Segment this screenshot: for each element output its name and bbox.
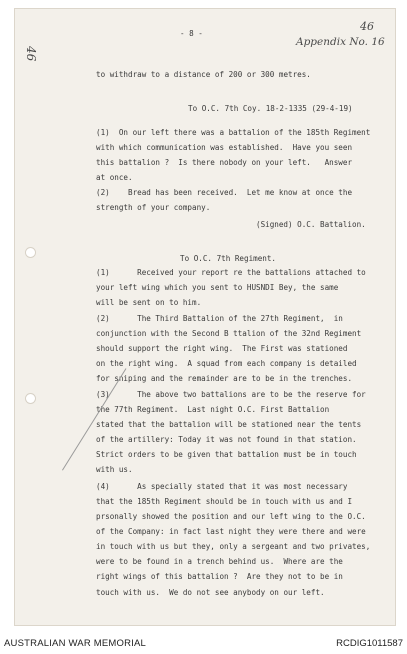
text-line: (4) As specially stated that it was most necessary bbox=[96, 482, 348, 491]
text-line: for sniping and the remainder are to be in the trenches. bbox=[96, 374, 353, 383]
text-line: your left wing which you sent to HUSNDI Bey, the same bbox=[96, 283, 339, 292]
memo-heading: To O.C. 7th Coy. 18-2-1335 (29-4-19) bbox=[188, 104, 353, 113]
signature-line: (Signed) O.C. Battalion. bbox=[256, 220, 366, 229]
text-line: of the Company: in fact last night they were there and were bbox=[96, 527, 366, 536]
text-line: (2) The Third Battalion of the 27th Regiment, in bbox=[96, 314, 343, 323]
text-line: (3) The above two battalions are to be the reserve for bbox=[96, 390, 366, 399]
text-line: touch with us. We do not see anybody on our left. bbox=[96, 588, 325, 597]
text-line: strength of your company. bbox=[96, 203, 211, 212]
text-line: with which communication was established. Have you seen bbox=[96, 143, 353, 152]
text-line: (1) On our left there was a battalion of the 185th Regiment bbox=[96, 128, 371, 137]
appendix-label: Appendix No. 16 bbox=[296, 36, 385, 48]
text-line: (1) Received your report re the battalions attached to bbox=[96, 268, 366, 277]
text-line: that the 185th Regiment should be in touch with us and I bbox=[96, 497, 353, 506]
archive-footer bbox=[0, 636, 407, 654]
text-line: the 77th Regiment. Last night O.C. First Battalion bbox=[96, 405, 330, 414]
text-line: (2) Bread has been received. Let me know at once the bbox=[96, 188, 353, 197]
margin-number: 46 bbox=[24, 46, 38, 62]
text-line: prsonally showed the position and our left wing to the O.C. bbox=[96, 512, 366, 521]
text-line: with us. bbox=[96, 465, 133, 474]
memo-heading: To O.C. 7th Regiment. bbox=[180, 254, 277, 263]
text-line: stated that the battalion will be stationed near the tents bbox=[96, 420, 362, 429]
text-line: conjunction with the Second B ttalion of the 32nd Regiment bbox=[96, 329, 362, 338]
text-line: should support the right wing. The First was stationed bbox=[96, 344, 348, 353]
record-id: RCDIG1011587 bbox=[336, 638, 403, 649]
text-line: were to be found in a trench behind us. Where are the bbox=[96, 557, 343, 566]
text-line: in touch with us but they, only a sergeant and two privates, bbox=[96, 542, 371, 551]
institution-name: AUSTRALIAN WAR MEMORIAL bbox=[4, 638, 147, 649]
text-line: at once. bbox=[96, 173, 133, 182]
text-line: will be sent on to him. bbox=[96, 298, 202, 307]
page-number: - 8 - bbox=[180, 29, 203, 38]
text-line: this battalion ? Is there nobody on your left. Answer bbox=[96, 158, 353, 167]
text-line: of the artillery: Today it was not found in that station. bbox=[96, 435, 357, 444]
text-line: right wings of this battalion ? Are they not to be in bbox=[96, 572, 343, 581]
text-line: to withdraw to a distance of 200 or 300 metres. bbox=[96, 70, 311, 79]
corner-number: 46 bbox=[360, 20, 374, 33]
text-line: on the right wing. A squad from each company is detailed bbox=[96, 359, 357, 368]
text-line: Strict orders to be given that battalion must be in touch bbox=[96, 450, 357, 459]
